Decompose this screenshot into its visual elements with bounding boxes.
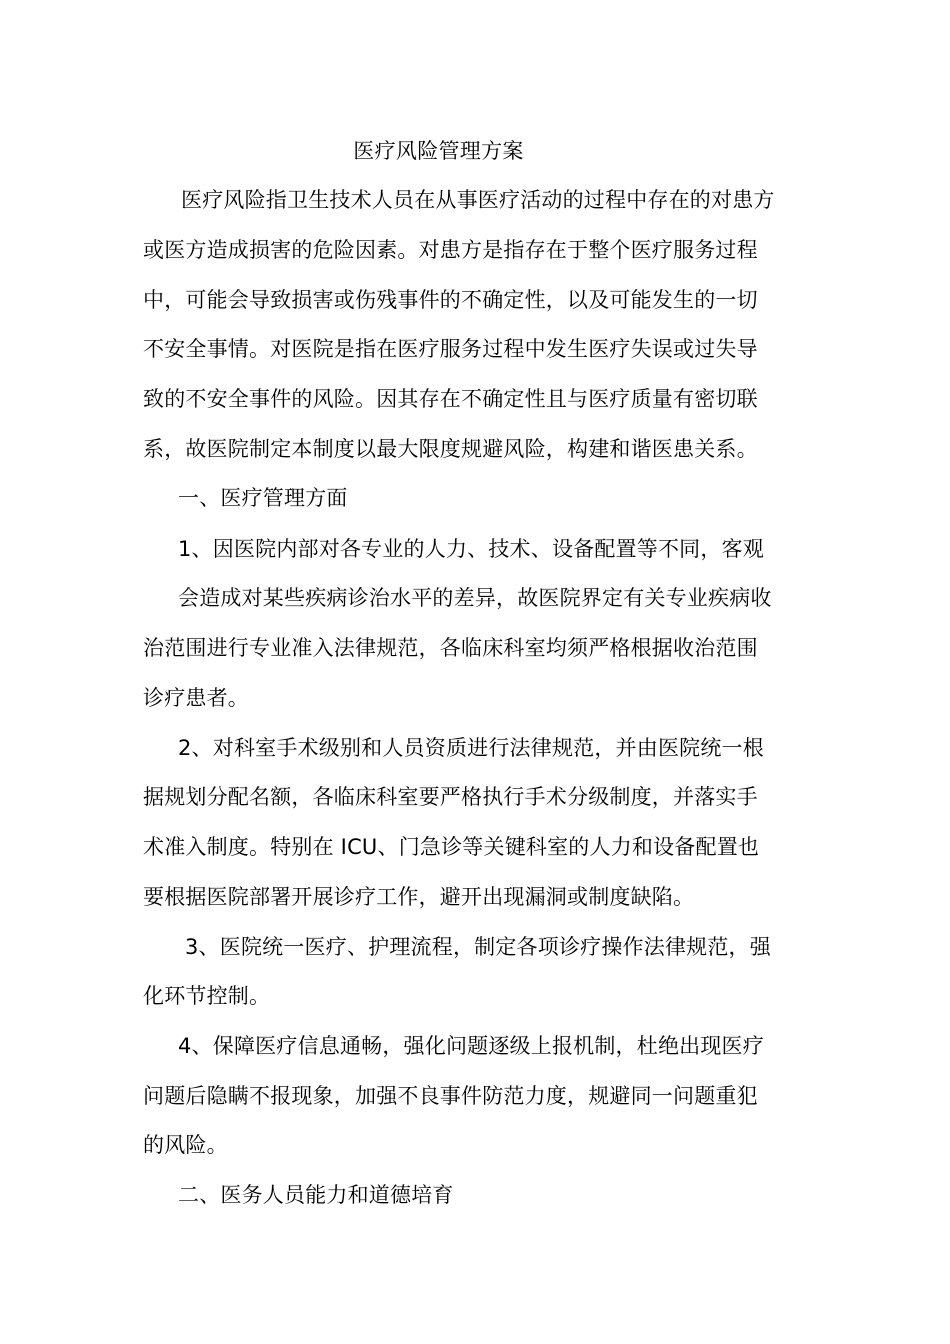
paragraph-line: 化环节控制。 <box>143 984 271 1008</box>
paragraph-line: 1、因医院内部对各专业的人力、技术、设备配置等不同，客观 <box>178 537 764 561</box>
paragraph-line: 诊疗患者。 <box>143 686 249 710</box>
paragraph-line: 2、对科室手术级别和人员资质进行法律规范，并由医院统一根 <box>178 736 764 760</box>
paragraph-line: 的风险。 <box>143 1133 228 1157</box>
section-heading: 一、医疗管理方面 <box>178 486 348 510</box>
paragraph-line: 系，故医院制定本制度以最大限度规避风险，构建和谐医患关系。 <box>143 437 758 461</box>
paragraph-line: 致的不安全事件的风险。因其存在不确定性且与医疗质量有密切联 <box>143 387 758 411</box>
paragraph-line: 4、保障医疗信息通畅，强化问题逐级上报机制，杜绝出现医疗 <box>178 1034 764 1058</box>
section-heading: 二、医务人员能力和道德培育 <box>178 1183 454 1207</box>
document-title: 医疗风险管理方案 <box>353 139 524 163</box>
paragraph-line: 3、医院统一医疗、护理流程，制定各项诊疗操作法律规范，强 <box>185 935 771 959</box>
paragraph-line: 治范围进行专业准入法律规范，各临床科室均须严格根据收治范围 <box>143 636 758 660</box>
paragraph-line: 要根据医院部署开展诊疗工作，避开出现漏洞或制度缺陷。 <box>143 885 695 909</box>
paragraph-line: 问题后隐瞒不报现象，加强不良事件防范力度，规避同一问题重犯 <box>143 1084 758 1108</box>
paragraph-line: 或医方造成损害的危险因素。对患方是指存在于整个医疗服务过程 <box>143 238 758 262</box>
paragraph-line: 会造成对某些疾病诊治水平的差异，故医院界定有关专业疾病收 <box>178 586 772 610</box>
paragraph-line: 术准入制度。特别在 ICU、门急诊等关键科室的人力和设备配置也 <box>143 835 760 859</box>
paragraph-line: 据规划分配名额，各临床科室要严格执行手术分级制度，并落实手 <box>143 785 758 809</box>
paragraph-line: 中，可能会导致损害或伤残事件的不确定性，以及可能发生的一切 <box>143 288 758 312</box>
paragraph-line: 不安全事情。对医院是指在医疗服务过程中发生医疗失误或过失导 <box>143 337 758 361</box>
paragraph-line: 医疗风险指卫生技术人员在从事医疗活动的过程中存在的对患方 <box>181 188 775 212</box>
